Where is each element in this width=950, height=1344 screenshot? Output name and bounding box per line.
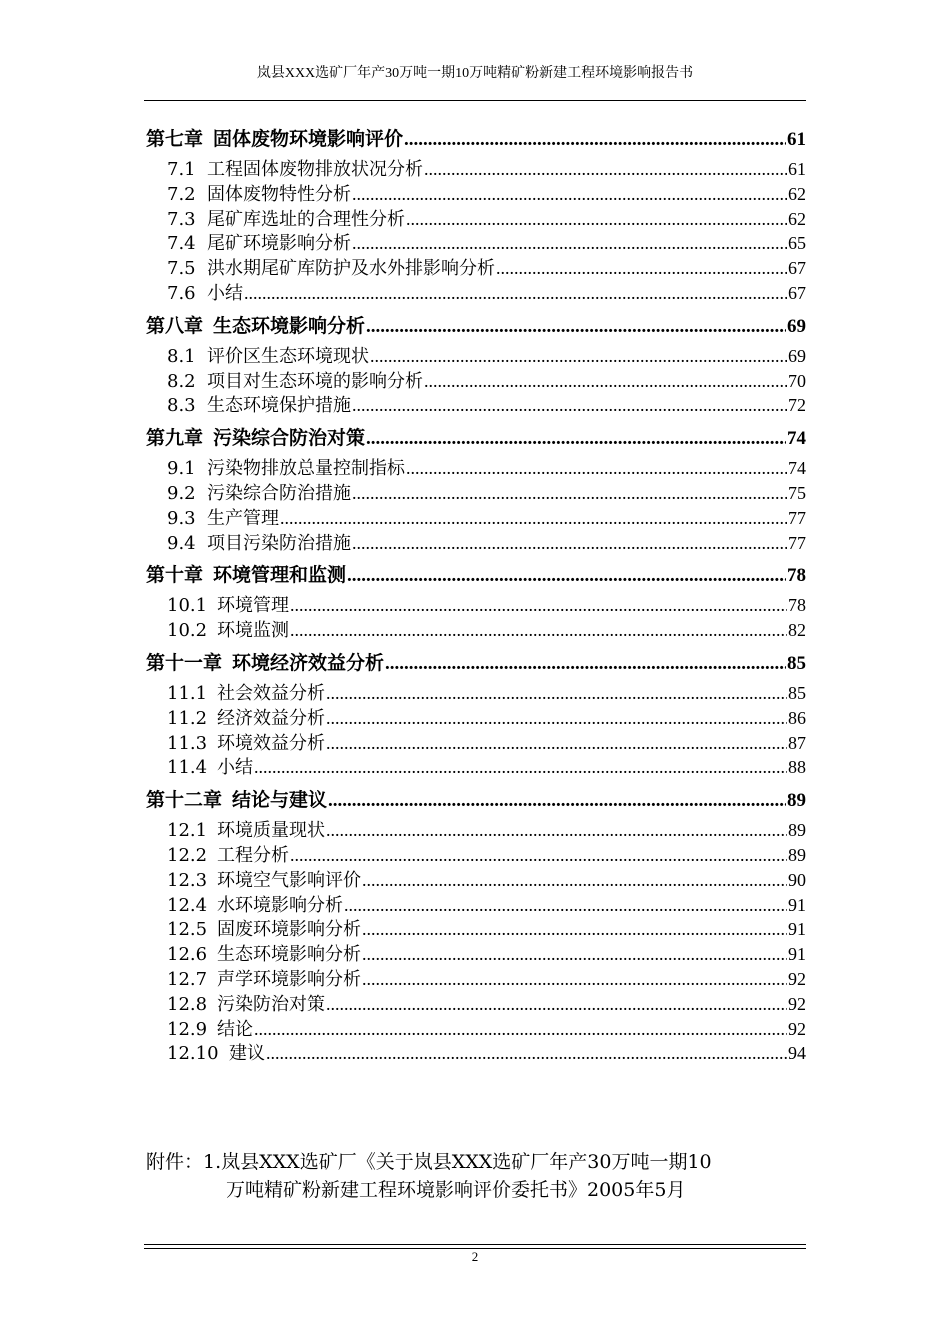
section-number: 12.3 <box>167 869 208 891</box>
section-title: 评价区生态环境现状 <box>207 345 369 367</box>
chapter-page-number: 61 <box>787 129 806 150</box>
toc-section-entry[interactable] <box>146 818 806 843</box>
dot-leader <box>326 992 787 1017</box>
section-page-number: 74 <box>788 458 806 479</box>
section-number: 11.3 <box>167 732 208 754</box>
chapter-page-number: 85 <box>787 652 806 674</box>
section-number: 12.1 <box>167 820 208 842</box>
section-title: 建议 <box>229 1043 265 1065</box>
section-number: 12.9 <box>167 1018 208 1040</box>
dot-leader <box>366 309 786 344</box>
attachment-line-2: 万吨精矿粉新建工程环境影响评价委托书》2005年5月 <box>226 1179 686 1201</box>
chapter-number: 第九章 <box>146 427 204 450</box>
toc-section-entry[interactable] <box>146 593 806 618</box>
toc-section-entry[interactable] <box>146 481 806 506</box>
dot-leader <box>406 207 787 232</box>
section-page-number: 90 <box>788 869 806 890</box>
dot-leader <box>280 506 787 531</box>
chapter-title: 环境管理和监测 <box>213 564 347 587</box>
toc-section-entry[interactable] <box>146 967 806 992</box>
section-title: 固体废物特性分析 <box>207 183 351 205</box>
dot-leader <box>352 393 787 418</box>
toc-section-entry[interactable] <box>146 917 806 942</box>
section-number: 9.3 <box>167 507 196 529</box>
toc-section-entry[interactable] <box>146 731 806 756</box>
chapter-page-number: 78 <box>787 565 806 587</box>
section-page-number: 78 <box>788 595 806 616</box>
section-number: 11.1 <box>167 682 208 704</box>
section-title: 项目污染防治措施 <box>207 532 351 554</box>
section-title: 声学环境影响分析 <box>217 968 361 990</box>
section-page-number: 65 <box>788 233 806 254</box>
section-page-number: 91 <box>788 919 806 940</box>
toc-section-entry[interactable] <box>146 256 806 281</box>
section-page-number: 77 <box>788 507 806 528</box>
dot-leader <box>370 344 787 369</box>
section-page-number: 87 <box>788 732 806 753</box>
dot-leader <box>326 818 787 843</box>
toc-section-entry[interactable] <box>146 231 806 256</box>
toc-section-entry[interactable] <box>146 506 806 531</box>
section-title: 固废环境影响分析 <box>217 919 361 941</box>
section-number: 12.10 <box>167 1043 219 1065</box>
dot-leader <box>352 481 787 506</box>
section-page-number: 92 <box>788 968 806 989</box>
dot-leader <box>347 558 786 593</box>
section-number: 7.1 <box>167 159 196 180</box>
toc-chapter-entry[interactable] <box>146 783 806 818</box>
toc-section-entry[interactable] <box>146 681 806 706</box>
footer-divider <box>144 1244 806 1245</box>
table-of-contents <box>146 122 806 1069</box>
section-title: 项目对生态环境的影响分析 <box>207 370 423 392</box>
dot-leader <box>254 1017 787 1042</box>
toc-chapter-entry[interactable] <box>146 309 806 344</box>
dot-leader <box>326 706 787 731</box>
dot-leader <box>352 231 787 256</box>
section-number: 8.3 <box>167 395 196 417</box>
toc-section-entry[interactable] <box>146 1017 806 1042</box>
dot-leader <box>290 593 787 618</box>
toc-section-entry[interactable] <box>146 344 806 369</box>
chapter-number: 第十章 <box>146 564 204 587</box>
section-number: 7.4 <box>167 233 196 255</box>
section-page-number: 89 <box>788 820 806 841</box>
section-page-number: 72 <box>788 395 806 416</box>
section-title: 工程固体废物排放状况分析 <box>207 159 423 180</box>
toc-section-entry[interactable] <box>146 157 806 182</box>
chapter-page-number: 89 <box>787 790 806 812</box>
section-page-number: 62 <box>788 183 806 204</box>
section-page-number: 69 <box>788 345 806 366</box>
toc-section-entry[interactable] <box>146 182 806 207</box>
section-number: 11.2 <box>167 707 208 729</box>
toc-chapter-entry[interactable] <box>146 646 806 681</box>
section-title: 社会效益分析 <box>217 682 325 704</box>
section-page-number: 82 <box>788 620 806 641</box>
toc-section-entry[interactable] <box>146 755 806 780</box>
toc-section-entry[interactable] <box>146 1041 806 1066</box>
section-title: 水环境影响分析 <box>217 894 343 916</box>
chapter-title: 污染综合防治对策 <box>213 427 366 450</box>
section-number: 8.1 <box>167 345 196 367</box>
chapter-title: 结论与建议 <box>232 789 328 812</box>
section-title: 环境效益分析 <box>217 732 325 754</box>
attachment-line-1: 附件：1.岚县XXX选矿厂《关于岚县XXX选矿厂年产30万吨一期10 <box>146 1151 712 1173</box>
page-number: 2 <box>471 1249 479 1264</box>
section-number: 9.1 <box>167 458 196 480</box>
section-page-number: 62 <box>788 208 806 229</box>
section-number: 12.7 <box>167 968 208 990</box>
section-page-number: 75 <box>788 482 806 503</box>
toc-section-entry[interactable] <box>146 207 806 232</box>
dot-leader <box>326 731 787 756</box>
chapter-number: 第十一章 <box>146 651 223 674</box>
section-page-number: 88 <box>788 757 806 778</box>
section-page-number: 85 <box>788 682 806 703</box>
section-title: 环境质量现状 <box>217 820 325 842</box>
section-title: 环境监测 <box>217 620 289 642</box>
dot-leader <box>266 1041 787 1066</box>
section-title: 环境管理 <box>217 595 289 617</box>
section-page-number: 92 <box>788 1018 806 1039</box>
section-title: 污染防治对策 <box>217 993 325 1015</box>
chapter-page-number: 74 <box>787 428 806 450</box>
dot-leader <box>424 157 787 182</box>
attachment-note <box>146 1148 826 1204</box>
section-title: 尾矿库选址的合理性分析 <box>207 208 405 230</box>
section-number: 7.6 <box>167 282 196 304</box>
toc-chapter-entry[interactable] <box>146 558 806 593</box>
section-number: 12.5 <box>167 919 208 941</box>
section-title: 尾矿环境影响分析 <box>207 233 351 255</box>
section-number: 12.8 <box>167 993 208 1015</box>
section-number: 12.2 <box>167 844 208 866</box>
section-number: 12.6 <box>167 944 208 966</box>
toc-section-entry[interactable] <box>146 868 806 893</box>
section-title: 小结 <box>207 282 243 304</box>
chapter-title: 生态环境影响分析 <box>213 314 366 337</box>
section-number: 10.2 <box>167 620 208 642</box>
section-page-number: 91 <box>788 944 806 965</box>
toc-chapter-entry[interactable] <box>146 122 806 157</box>
toc-section-entry[interactable] <box>146 393 806 418</box>
section-page-number: 70 <box>788 370 806 391</box>
section-number: 10.1 <box>167 595 208 617</box>
dot-leader <box>404 122 786 157</box>
toc-section-entry[interactable] <box>146 531 806 556</box>
toc-section-entry[interactable] <box>146 893 806 918</box>
dot-leader <box>352 531 787 556</box>
section-number: 9.4 <box>167 532 196 554</box>
section-number: 9.2 <box>167 482 196 504</box>
section-title: 经济效益分析 <box>217 707 325 729</box>
dot-leader <box>290 843 787 868</box>
section-page-number: 77 <box>788 532 806 553</box>
section-number: 8.2 <box>167 370 196 392</box>
dot-leader <box>406 456 787 481</box>
dot-leader <box>362 868 787 893</box>
section-page-number: 61 <box>788 159 806 179</box>
section-page-number: 67 <box>788 258 806 279</box>
section-number: 11.4 <box>167 757 208 779</box>
toc-section-entry[interactable] <box>146 992 806 1017</box>
chapter-page-number: 69 <box>787 315 806 337</box>
section-page-number: 86 <box>788 707 806 728</box>
section-page-number: 91 <box>788 894 806 915</box>
toc-section-entry[interactable] <box>146 706 806 731</box>
section-title: 工程分析 <box>217 844 289 866</box>
section-number: 7.2 <box>167 183 196 205</box>
toc-section-entry[interactable] <box>146 369 806 394</box>
chapter-number: 第七章 <box>146 128 204 150</box>
toc-section-entry[interactable] <box>146 618 806 643</box>
dot-leader <box>290 618 787 643</box>
section-title: 生产管理 <box>207 507 279 529</box>
section-title: 结论 <box>217 1018 253 1040</box>
section-title: 污染综合防治措施 <box>207 482 351 504</box>
section-title: 生态环境保护措施 <box>207 395 351 417</box>
toc-section-entry[interactable] <box>146 281 806 306</box>
section-title: 生态环境影响分析 <box>217 944 361 966</box>
dot-leader <box>328 783 786 818</box>
section-number: 7.5 <box>167 258 196 280</box>
dot-leader <box>385 646 786 681</box>
dot-leader <box>424 369 787 394</box>
section-page-number: 94 <box>788 1043 806 1064</box>
dot-leader <box>366 421 786 456</box>
chapter-number: 第十二章 <box>146 789 223 812</box>
section-number: 12.4 <box>167 894 208 916</box>
section-page-number: 67 <box>788 282 806 303</box>
toc-section-entry[interactable] <box>146 843 806 868</box>
chapter-title: 环境经济效益分析 <box>232 651 385 674</box>
dot-leader <box>496 256 787 281</box>
chapter-title: 固体废物环境影响评价 <box>213 128 404 150</box>
section-title: 环境空气影响评价 <box>217 869 361 891</box>
header-divider <box>144 100 806 101</box>
section-title: 小结 <box>217 757 253 779</box>
dot-leader <box>362 967 787 992</box>
chapter-number: 第八章 <box>146 314 204 337</box>
toc-section-entry[interactable] <box>146 456 806 481</box>
section-title: 洪水期尾矿库防护及水外排影响分析 <box>207 258 495 280</box>
dot-leader <box>352 182 787 207</box>
toc-chapter-entry[interactable] <box>146 421 806 456</box>
section-page-number: 89 <box>788 844 806 865</box>
section-page-number: 92 <box>788 993 806 1014</box>
section-number: 7.3 <box>167 208 196 230</box>
dot-leader <box>244 281 787 306</box>
section-title: 污染物排放总量控制指标 <box>207 458 405 480</box>
dot-leader <box>326 681 787 706</box>
running-header: 岚县XXX选矿厂年产30万吨一期10万吨精矿粉新建工程环境影响报告书 <box>256 66 694 81</box>
dot-leader <box>344 893 787 918</box>
dot-leader <box>254 755 787 780</box>
dot-leader <box>362 917 787 942</box>
dot-leader <box>362 942 787 967</box>
toc-section-entry[interactable] <box>146 942 806 967</box>
